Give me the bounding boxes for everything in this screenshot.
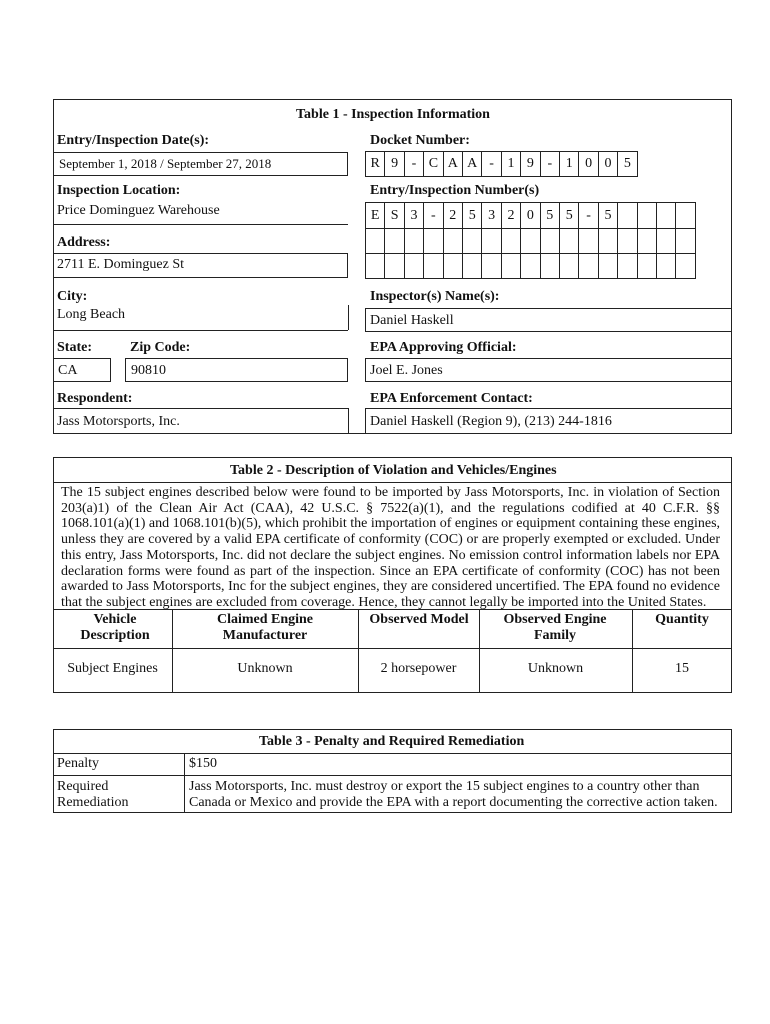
blank-1-cell	[365, 228, 385, 254]
col-vehicle-description: Vehicle Description	[80, 612, 150, 643]
blank-1-cell	[578, 228, 598, 254]
blank-2-cell	[384, 253, 404, 279]
col-observed-model: Observed Model	[369, 612, 469, 627]
entry-cell: S	[384, 202, 404, 229]
blank-1-cell	[637, 228, 657, 254]
state-label: State:	[57, 340, 92, 355]
docket-cell: 1	[501, 151, 521, 177]
location-label: Inspection Location:	[57, 183, 181, 198]
entry-cell: -	[423, 202, 443, 229]
docket-cell: -	[481, 151, 501, 177]
docket-cell: A	[443, 151, 463, 177]
docket-cell: 5	[617, 151, 637, 177]
row-manufacturer: Unknown	[237, 661, 293, 676]
col-quantity: Quantity	[655, 612, 709, 627]
entry-cell: 5	[462, 202, 482, 229]
entry-cell: E	[365, 202, 385, 229]
row-vehicle: Subject Engines	[67, 661, 158, 676]
blank-1-cell	[384, 228, 404, 254]
row-family: Unknown	[527, 661, 584, 676]
entry-cell: 3	[404, 202, 424, 229]
blank-1-cell	[656, 228, 676, 254]
docket-cell: 9	[520, 151, 540, 177]
blank-1-cell	[617, 228, 637, 254]
docket-cell: C	[423, 151, 443, 177]
entry-cell: 2	[501, 202, 521, 229]
violation-description: The 15 subject engines described below were found to be imported by Jass Motorsports, Inc. in violation of Section 203(a)1) of the Clean Air Act (CAA), 42 U.S.C. § 7522(a)(1), and the regulations codified at 40 C.F.R. §§ 1068.101(a)(1) and 1068.101(b)(5), which prohibit the importation of engines or equipment containing these engines, unless they are covered by a valid EPA certificate of conformity (COC) or are properly exempted or excluded. Under this entry, Jass Motorsports, Inc. did not declare the subject engines. No emission control information labels nor EPA declaration forms were found as part of the inspection. Since an EPA certificate of conformity (COC) has not been awarded to Jass Motorsports, Inc for the subject engines, they are considered uncertified. The EPA found no evidence that the subject engines are excluded from coverage. Hence, they cannot legally be imported into the United States.	[61, 485, 721, 610]
blank-2-cell	[617, 253, 637, 279]
location-value: Price Dominguez Warehouse	[57, 203, 220, 218]
blank-1-cell	[423, 228, 443, 254]
address-label: Address:	[57, 235, 111, 250]
blank-2-cell	[481, 253, 501, 279]
approving-value: Joel E. Jones	[370, 363, 443, 378]
docket-cell: 0	[598, 151, 618, 177]
enforcement-label: EPA Enforcement Contact:	[370, 391, 533, 406]
respondent-value: Jass Motorsports, Inc.	[57, 414, 180, 429]
entry-dates-label: Entry/Inspection Date(s):	[57, 133, 210, 148]
blank-2-cell	[443, 253, 463, 279]
penalty-label: Penalty	[57, 756, 99, 771]
blank-2-cell	[501, 253, 521, 279]
entry-cell: 2	[443, 202, 463, 229]
enforcement-value: Daniel Haskell (Region 9), (213) 244-1816	[370, 414, 612, 429]
blank-2-cell	[520, 253, 540, 279]
docket-cell: 9	[384, 151, 404, 177]
approving-label: EPA Approving Official:	[370, 340, 517, 355]
docket-cell: -	[540, 151, 560, 177]
col-claimed-engine-manufacturer: Claimed Engine Manufacturer	[216, 612, 314, 643]
entry-dates-value: September 1, 2018 / September 27, 2018	[59, 156, 272, 171]
blank-1-cell	[501, 228, 521, 254]
respondent-label: Respondent:	[57, 391, 133, 406]
blank-2-cell	[365, 253, 385, 279]
docket-cell: A	[462, 151, 482, 177]
blank-1-cell	[462, 228, 482, 254]
blank-1-cell	[481, 228, 501, 254]
blank-1-cell	[559, 228, 579, 254]
blank-2-cell	[656, 253, 676, 279]
penalty-value: $150	[189, 756, 217, 771]
entry-cell	[617, 202, 637, 229]
blank-2-cell	[559, 253, 579, 279]
remediation-value: Jass Motorsports, Inc. must destroy or export the 15 subject engines to a country other than Canada or Mexico and provide the EPA with a report documenting the corrective action taken.	[189, 779, 718, 810]
entry-number-label: Entry/Inspection Number(s)	[370, 183, 540, 198]
docket-cell: 0	[578, 151, 598, 177]
state-value: CA	[58, 363, 78, 378]
blank-2-cell	[423, 253, 443, 279]
blank-1-cell	[540, 228, 560, 254]
blank-2-cell	[598, 253, 618, 279]
docket-cell: 1	[559, 151, 579, 177]
docket-label: Docket Number:	[370, 133, 470, 148]
docket-cell: R	[365, 151, 385, 177]
blank-2-cell	[637, 253, 657, 279]
table2-title: Table 2 - Description of Violation and Vehicles/Engines	[230, 463, 557, 478]
inspector-label: Inspector(s) Name(s):	[370, 289, 500, 304]
zip-value: 90810	[131, 363, 166, 378]
address-value: 2711 E. Dominguez St	[57, 257, 185, 272]
entry-cell: 5	[598, 202, 618, 229]
blank-1-cell	[598, 228, 618, 254]
docket-cell: -	[404, 151, 424, 177]
city-value: Long Beach	[57, 307, 126, 322]
city-label: City:	[57, 289, 88, 304]
blank-1-cell	[675, 228, 695, 254]
row-quantity: 15	[675, 661, 689, 676]
entry-cell: -	[578, 202, 598, 229]
col-observed-engine-family: Observed Engine Family	[503, 612, 607, 643]
inspector-value: Daniel Haskell	[370, 313, 454, 328]
blank-2-cell	[462, 253, 482, 279]
entry-cell: 0	[520, 202, 540, 229]
entry-cell	[675, 202, 695, 229]
blank-1-cell	[404, 228, 424, 254]
blank-2-cell	[540, 253, 560, 279]
row-model: 2 horsepower	[380, 661, 457, 676]
entry-cell: 3	[481, 202, 501, 229]
entry-cell	[637, 202, 657, 229]
remediation-label: Required Remediation	[57, 779, 129, 810]
blank-2-cell	[404, 253, 424, 279]
zip-label: Zip Code:	[130, 340, 191, 355]
table3-title: Table 3 - Penalty and Required Remediation	[259, 734, 525, 749]
entry-cell: 5	[540, 202, 560, 229]
entry-cell	[656, 202, 676, 229]
blank-2-cell	[675, 253, 695, 279]
table1-title: Table 1 - Inspection Information	[296, 107, 490, 122]
blank-1-cell	[520, 228, 540, 254]
blank-2-cell	[578, 253, 598, 279]
blank-1-cell	[443, 228, 463, 254]
entry-cell: 5	[559, 202, 579, 229]
